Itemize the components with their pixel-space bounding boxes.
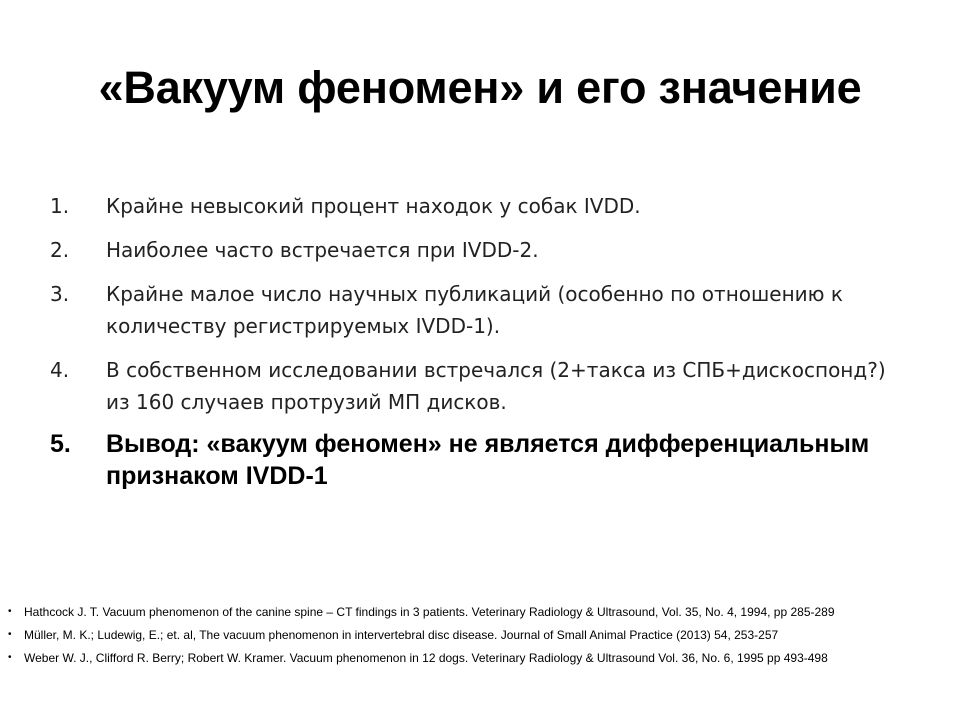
point-number: 3. bbox=[50, 282, 70, 306]
point-text: В собственном исследовании встречался (2+такса из СПБ+дискоспонд?) из 160 случаев протрузий МП дисков. bbox=[106, 358, 886, 414]
point-text: Крайне невысокий процент находок у собак IVDD. bbox=[106, 194, 641, 218]
reference-text: Hathcock J. T. Vacuum phenomenon of the canine spine – CT findings in 3 patients. Veterinary Radiology & Ultrasound, Vol. 35, No. 4, 1994, pp 285-289 bbox=[24, 605, 835, 619]
reference-item bbox=[8, 604, 948, 620]
bullet-icon: • bbox=[8, 629, 12, 640]
references-list bbox=[8, 604, 948, 673]
key-points-list bbox=[50, 190, 930, 492]
slide-title: «Вакуум феномен» и его значение bbox=[98, 62, 862, 113]
point-3 bbox=[50, 278, 930, 342]
point-1 bbox=[50, 190, 930, 222]
point-text: Крайне малое число научных публикаций (особенно по отношению к количеству регистрируемых IVDD-1). bbox=[106, 282, 843, 338]
reference-text: Weber W. J., Clifford R. Berry; Robert W. Kramer. Vacuum phenomenon in 12 dogs. Veterinary Radiology & Ultrasound Vol. 36, No. 6, 1995 pp 493-498 bbox=[24, 651, 828, 665]
point-2 bbox=[50, 234, 930, 266]
point-4 bbox=[50, 354, 930, 418]
point-text: Наиболее часто встречается при IVDD-2. bbox=[106, 238, 539, 262]
point-number: 5. bbox=[50, 430, 71, 458]
bullet-icon: • bbox=[8, 652, 12, 663]
conclusion-text: Вывод: «вакуум феномен» не является дифференциальным признаком IVDD-1 bbox=[106, 430, 870, 490]
reference-item bbox=[8, 627, 948, 643]
bullet-icon: • bbox=[8, 606, 12, 617]
reference-text: Müller, M. K.; Ludewig, E.; et. al, The vacuum phenomenon in intervertebral disc disease. Journal of Small Animal Practice (2013) 54, 253-257 bbox=[24, 628, 779, 642]
point-5-conclusion bbox=[50, 428, 930, 492]
point-number: 1. bbox=[50, 194, 70, 218]
point-number: 2. bbox=[50, 238, 70, 262]
point-number: 4. bbox=[50, 358, 70, 382]
reference-item bbox=[8, 650, 948, 666]
